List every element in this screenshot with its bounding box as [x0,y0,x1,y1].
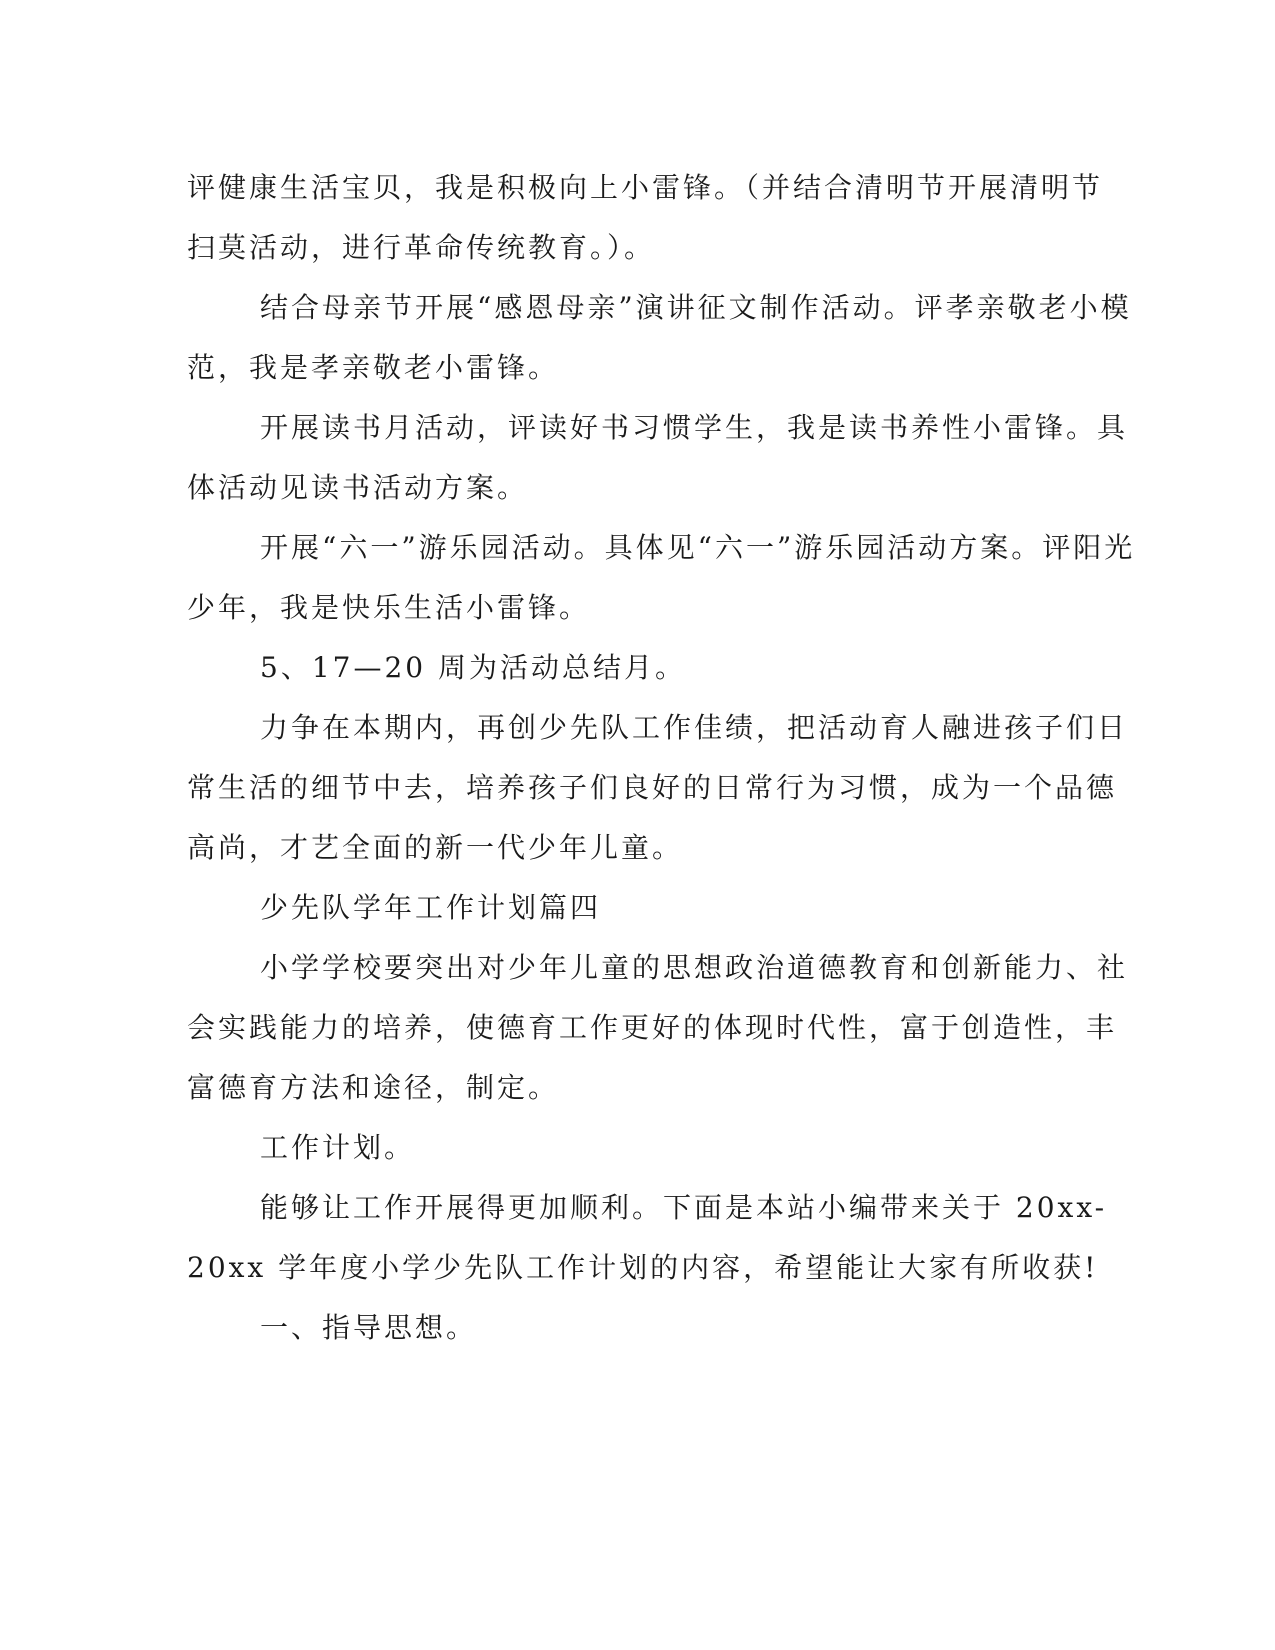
text-line: 5、17—20 周为活动总结月。 [260,651,686,684]
paragraph-2 [187,278,1132,398]
text-line: 高尚，才艺全面的新一代少年儿童。 [187,831,684,864]
paragraph-11 [187,1298,1087,1358]
document-body [187,158,1136,1358]
paragraph-4 [187,518,1136,638]
text-line: 开展“六一”游乐园活动。具体见“六一”游乐园活动方案。评阳光 [260,531,1136,564]
text-line: 少年，我是快乐生活小雷锋。 [187,591,591,624]
text-line: 一、指导思想。 [260,1311,478,1344]
paragraph-9 [187,1118,1087,1178]
paragraph-3 [187,398,1129,518]
section-heading [187,878,1087,938]
text-line: 范，我是孝亲敬老小雷锋。 [187,351,560,384]
text-line: 少先队学年工作计划篇四 [260,891,602,924]
text-line: 体活动见读书活动方案。 [187,471,529,504]
paragraph-5 [187,638,1087,698]
text-line: 扫莫活动，进行革命传统教育。）。 [187,231,656,264]
text-line: 开展读书月活动，评读好书习惯学生，我是读书养性小雷锋。具 [260,411,1129,444]
text-line: 小学学校要突出对少年儿童的思想政治道德教育和创新能力、社 [260,951,1129,984]
text-line: 工作计划。 [260,1131,416,1164]
text-line: 能够让工作开展得更加顺利。下面是本站小编带来关于 20xx- [260,1191,1108,1224]
text-line: 结合母亲节开展“感恩母亲”演讲征文制作活动。评孝亲敬老小模 [260,291,1132,324]
text-line: 20xx 学年度小学少先队工作计划的内容，希望能让大家有所收获! [187,1251,1099,1284]
paragraph-6 [187,698,1129,878]
text-line: 会实践能力的培养，使德育工作更好的体现时代性，富于创造性，丰 [187,1011,1118,1044]
paragraph-10 [187,1178,1108,1298]
text-line: 评健康生活宝贝，我是积极向上小雷锋。（并结合清明节开展清明节 [187,171,1104,204]
text-line: 常生活的细节中去，培养孩子们良好的日常行为习惯，成为一个品德 [187,771,1118,804]
paragraph-8 [187,938,1129,1118]
text-line: 力争在本期内，再创少先队工作佳绩，把活动育人融进孩子们日 [260,711,1129,744]
text-line: 富德育方法和途径，制定。 [187,1071,560,1104]
paragraph-1 [187,158,1104,278]
